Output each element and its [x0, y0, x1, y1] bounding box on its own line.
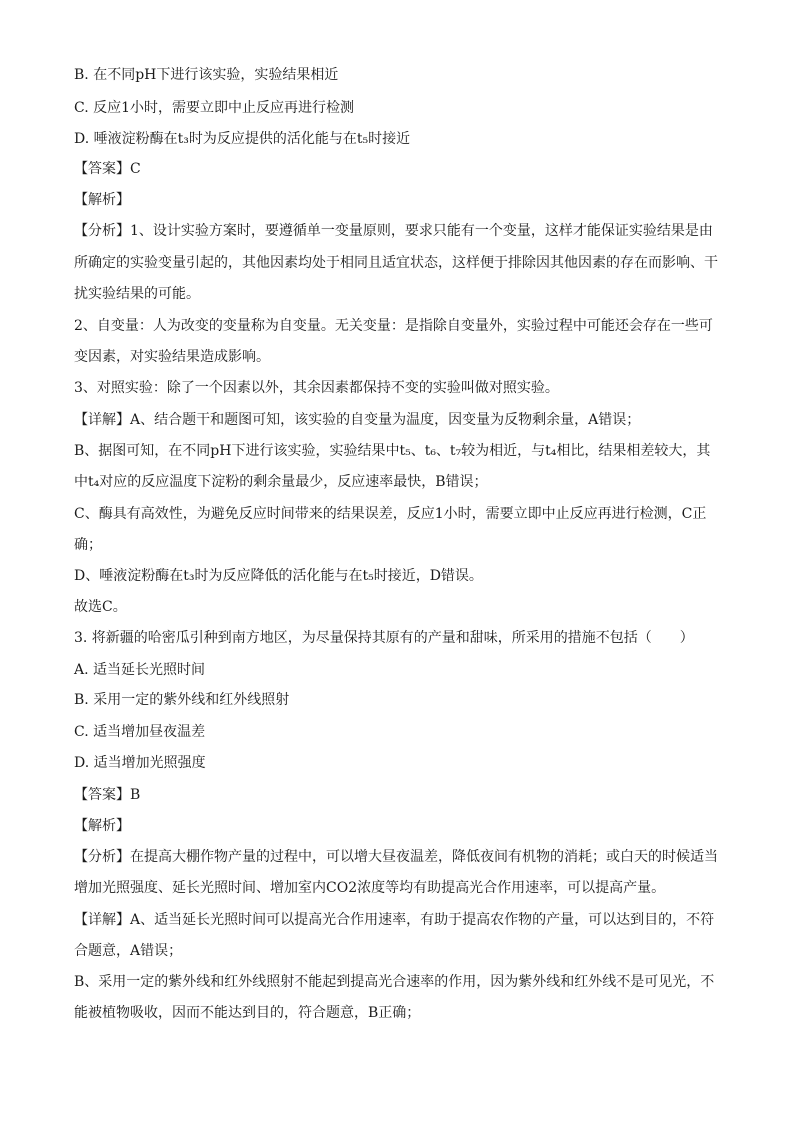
answer-line: 【答案】C	[74, 161, 141, 177]
q3-explanation-heading: 【解析】	[74, 818, 130, 834]
q3-option-c: C. 适当增加昼夜温差	[74, 724, 206, 740]
q3-analysis-line: 增加光照强度、延长光照时间、增加室内CO2浓度等均有助提高光合作用速率，可以提高产量。	[74, 880, 666, 896]
analysis-line: 扰实验结果的可能。	[74, 286, 200, 302]
analysis-line: 所确定的实验变量引起的，其他因素均处于相同且适宜状态，这样便于排除因其他因素的存在而影响、干	[74, 255, 718, 271]
detail-line: 确；	[74, 537, 102, 553]
detail-line: D、唾液淀粉酶在t₃时为反应降低的活化能与在t₅时接近，D错误。	[74, 568, 483, 584]
q3-analysis-line: 【分析】在提高大棚作物产量的过程中，可以增大昼夜温差，降低夜间有机物的消耗；或白天的时候适当	[74, 849, 718, 865]
option-d-line: D. 唾液淀粉酶在t₃时为反应提供的活化能与在t₅时接近	[74, 131, 411, 147]
conclusion-line: 故选C。	[74, 599, 127, 615]
q3-detail-line: 能被植物吸收，因而不能达到目的，符合题意，B正确；	[74, 1005, 421, 1021]
option-b-line: B. 在不同pH下进行该实验，实验结果相近	[74, 67, 339, 83]
detail-line: B、据图可知，在不同pH下进行该实验，实验结果中t₅、t₆、t₇较为相近，与t₄相比，结果相差较大，其	[74, 443, 711, 459]
q3-answer-line: 【答案】B	[74, 787, 141, 803]
detail-line: 【详解】A、结合题干和题图可知，该实验的自变量为温度，因变量为反物剩余量，A错误；	[74, 412, 641, 428]
analysis-line: 3、对照实验：除了一个因素以外，其余因素都保持不变的实验叫做对照实验。	[74, 380, 559, 396]
q3-option-a: A. 适当延长光照时间	[74, 662, 206, 678]
question-3-stem: 3. 将新疆的哈密瓜引种到南方地区，为尽量保持其原有的产量和甜味，所采用的措施不包括（ ）	[74, 630, 694, 646]
option-c-line: C. 反应1小时，需要立即中止反应再进行检测	[74, 100, 355, 116]
explanation-heading: 【解析】	[74, 192, 130, 208]
analysis-line: 变因素，对实验结果造成影响。	[74, 349, 270, 365]
q3-detail-line: 合题意，A错误；	[74, 943, 183, 959]
q3-detail-line: 【详解】A、适当延长光照时间可以提高光合作用速率，有助于提高农作物的产量，可以达到目的，不符	[74, 912, 715, 928]
q3-detail-line: B、采用一定的紫外线和红外线照射不能起到提高光合速率的作用，因为紫外线和红外线不是可见光，不	[74, 974, 715, 990]
detail-line: C、酶具有高效性，为避免反应时间带来的结果误差，反应1小时，需要立即中止反应再进行检测，C正	[74, 506, 707, 522]
detail-line: 中t₄对应的反应温度下淀粉的剩余量最少，反应速率最快，B错误；	[74, 474, 488, 490]
q3-option-b: B. 采用一定的紫外线和红外线照射	[74, 692, 290, 708]
analysis-line: 【分析】1、设计实验方案时，要遵循单一变量原则，要求只能有一个变量，这样才能保证实验结果是由	[74, 223, 713, 239]
analysis-line: 2、自变量：人为改变的变量称为自变量。无关变量：是指除自变量外，实验过程中可能还会存在一些可	[74, 318, 713, 334]
q3-option-d: D. 适当增加光照强度	[74, 755, 206, 771]
